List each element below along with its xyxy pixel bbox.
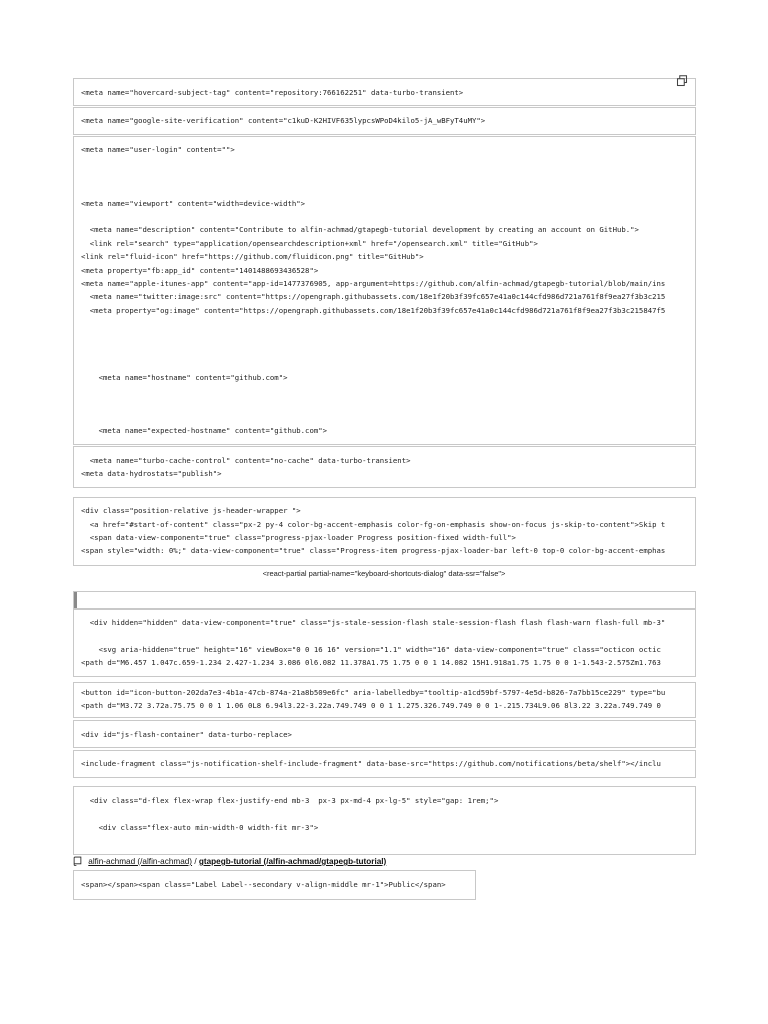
react-partial-caption: <react-partial partial-name="keyboard-shortcuts-dialog" data-ssr="false"> bbox=[262, 569, 506, 578]
code-block-meta-head bbox=[73, 136, 696, 445]
code-line: <div class="d-flex flex-wrap flex-justify-end mb-3 px-3 px-md-4 px-lg-5" style="gap: 1rem;"> bbox=[81, 796, 499, 805]
breadcrumb-separator: / bbox=[194, 857, 197, 866]
code-line: <span data-view-component="true" class="progress-pjax-loader Progress position-fixed width-full"> bbox=[81, 533, 516, 542]
repo-link[interactable]: gtapegb-tutorial (/alfin-achmad/gtapegb-tutorial) bbox=[198, 857, 387, 866]
owner-link[interactable]: alfin-achmad (/alfin-achmad) bbox=[88, 857, 193, 866]
code-line: <meta name="viewport" content="width=device-width"> bbox=[81, 199, 306, 208]
code-line: <meta name="expected-hostname" content="github.com"> bbox=[81, 426, 328, 435]
code-block-turbo-cache bbox=[73, 446, 696, 488]
repo-icon bbox=[73, 856, 82, 869]
code-line: <div class="flex-auto min-width-0 width-fit mr-3"> bbox=[81, 823, 319, 832]
code-block-hovercard bbox=[73, 78, 696, 106]
code-line: <meta name="description" content="Contribute to alfin-achmad/gtapegb-tutorial development by creating an account on GitHub."> bbox=[81, 225, 639, 234]
code-line: <meta name="hovercard-subject-tag" content="repository:766162251" data-turbo-transient> bbox=[81, 88, 464, 97]
code-line: <meta name="google-site-verification" content="c1kuD-K2HIVF635lypcsWPoD4kilo5-jA_wBFyT4uMY"> bbox=[81, 116, 486, 125]
code-line: <meta property="fb:app_id" content="1401488693436528"> bbox=[81, 266, 319, 275]
code-line: <span></span><span class="Label Label--secondary v-align-middle mr-1">Public</span> bbox=[81, 880, 446, 889]
copy-icon[interactable] bbox=[676, 74, 690, 88]
code-block-notification-shelf bbox=[73, 750, 696, 778]
code-block-flash-container bbox=[73, 720, 696, 748]
code-line: <meta name="user-login" content=""> bbox=[81, 145, 235, 154]
block-accent-bar bbox=[74, 592, 77, 608]
code-line: <meta name="hostname" content="github.com"> bbox=[81, 373, 288, 382]
code-line: <span style="width: 0%;" data-view-component="true" class="Progress-item progress-pjax-loader-bar left-0 top-0 color-bg-accent-emphas bbox=[81, 546, 666, 555]
code-line: <meta property="og:image" content="https://opengraph.githubassets.com/18e1f20b3f39fc657e41a0c144cfd986d721a761f8f9ea27f3b3c215847f5 bbox=[81, 306, 666, 315]
code-line: <path d="M3.72 3.72a.75.75 0 0 1 1.06 0L8 6.94l3.22-3.22a.749.749 0 0 1 1.275.326.749.749 0 0 1-.215.734L9.06 8l3.22 3.22a.749.749 0 bbox=[81, 701, 661, 710]
code-line: <div id="js-flash-container" data-turbo-replace> bbox=[81, 730, 292, 739]
code-line: <link rel="fluid-icon" href="https://github.com/fluidicon.png" title="GitHub"> bbox=[81, 252, 424, 261]
code-line: <div hidden="hidden" data-view-component="true" class="js-stale-session-flash stale-session-flash flash flash-warn flash-full mb-3" bbox=[81, 618, 666, 627]
code-line: <include-fragment class="js-notification-shelf-include-fragment" data-base-src="https://github.com/notifications/beta/shelf"></inclu bbox=[81, 759, 661, 768]
code-line: <a href="#start-of-content" class="px-2 py-4 color-bg-accent-emphasis color-fg-on-emphasis show-on-focus js-skip-to-content">Skip t bbox=[81, 520, 666, 529]
code-block-public-label bbox=[73, 870, 476, 900]
code-line: <meta name="twitter:image:src" content="https://opengraph.githubassets.com/18e1f20b3f39fc657e41a0c144cfd986d721a761f8f9ea27f3b3c215 bbox=[81, 292, 666, 301]
breadcrumb bbox=[73, 856, 386, 869]
code-block-empty bbox=[73, 591, 696, 609]
code-block-icon-button bbox=[73, 682, 696, 718]
code-line: <meta name="turbo-cache-control" content="no-cache" data-turbo-transient> bbox=[81, 456, 411, 465]
code-block-header-wrapper bbox=[73, 497, 696, 566]
code-line: <link rel="search" type="application/opensearchdescription+xml" href="/opensearch.xml" title="GitHub"> bbox=[81, 239, 538, 248]
code-line: <svg aria-hidden="true" height="16" viewBox="0 0 16 16" version="1.1" width="16" data-view-component="true" class="octicon octic bbox=[81, 645, 661, 654]
code-line: <meta name="apple-itunes-app" content="app-id=1477376905, app-argument=https://github.com/alfin-achmad/gtapegb-tutorial/blob/main/ins bbox=[81, 279, 666, 288]
code-block-stale-session bbox=[73, 609, 696, 677]
code-block-flex-wrap bbox=[73, 786, 696, 855]
code-line: <meta data-hydrostats="publish"> bbox=[81, 469, 222, 478]
code-line: <div class="position-relative js-header-wrapper "> bbox=[81, 506, 301, 515]
code-line: <path d="M6.457 1.047c.659-1.234 2.427-1.234 3.086 0l6.082 11.378A1.75 1.75 0 0 1 14.082 15H1.918a1.75 1.75 0 0 1-1.543-2.575Zm1.763 bbox=[81, 658, 661, 667]
code-block-site-verification bbox=[73, 107, 696, 135]
code-line: <button id="icon-button-202da7e3-4b1a-47cb-874a-21a8b509e6fc" aria-labelledby="tooltip-a1cd59bf-5797-4e5d-b826-7a7bb15ce229" type="bu bbox=[81, 688, 666, 697]
